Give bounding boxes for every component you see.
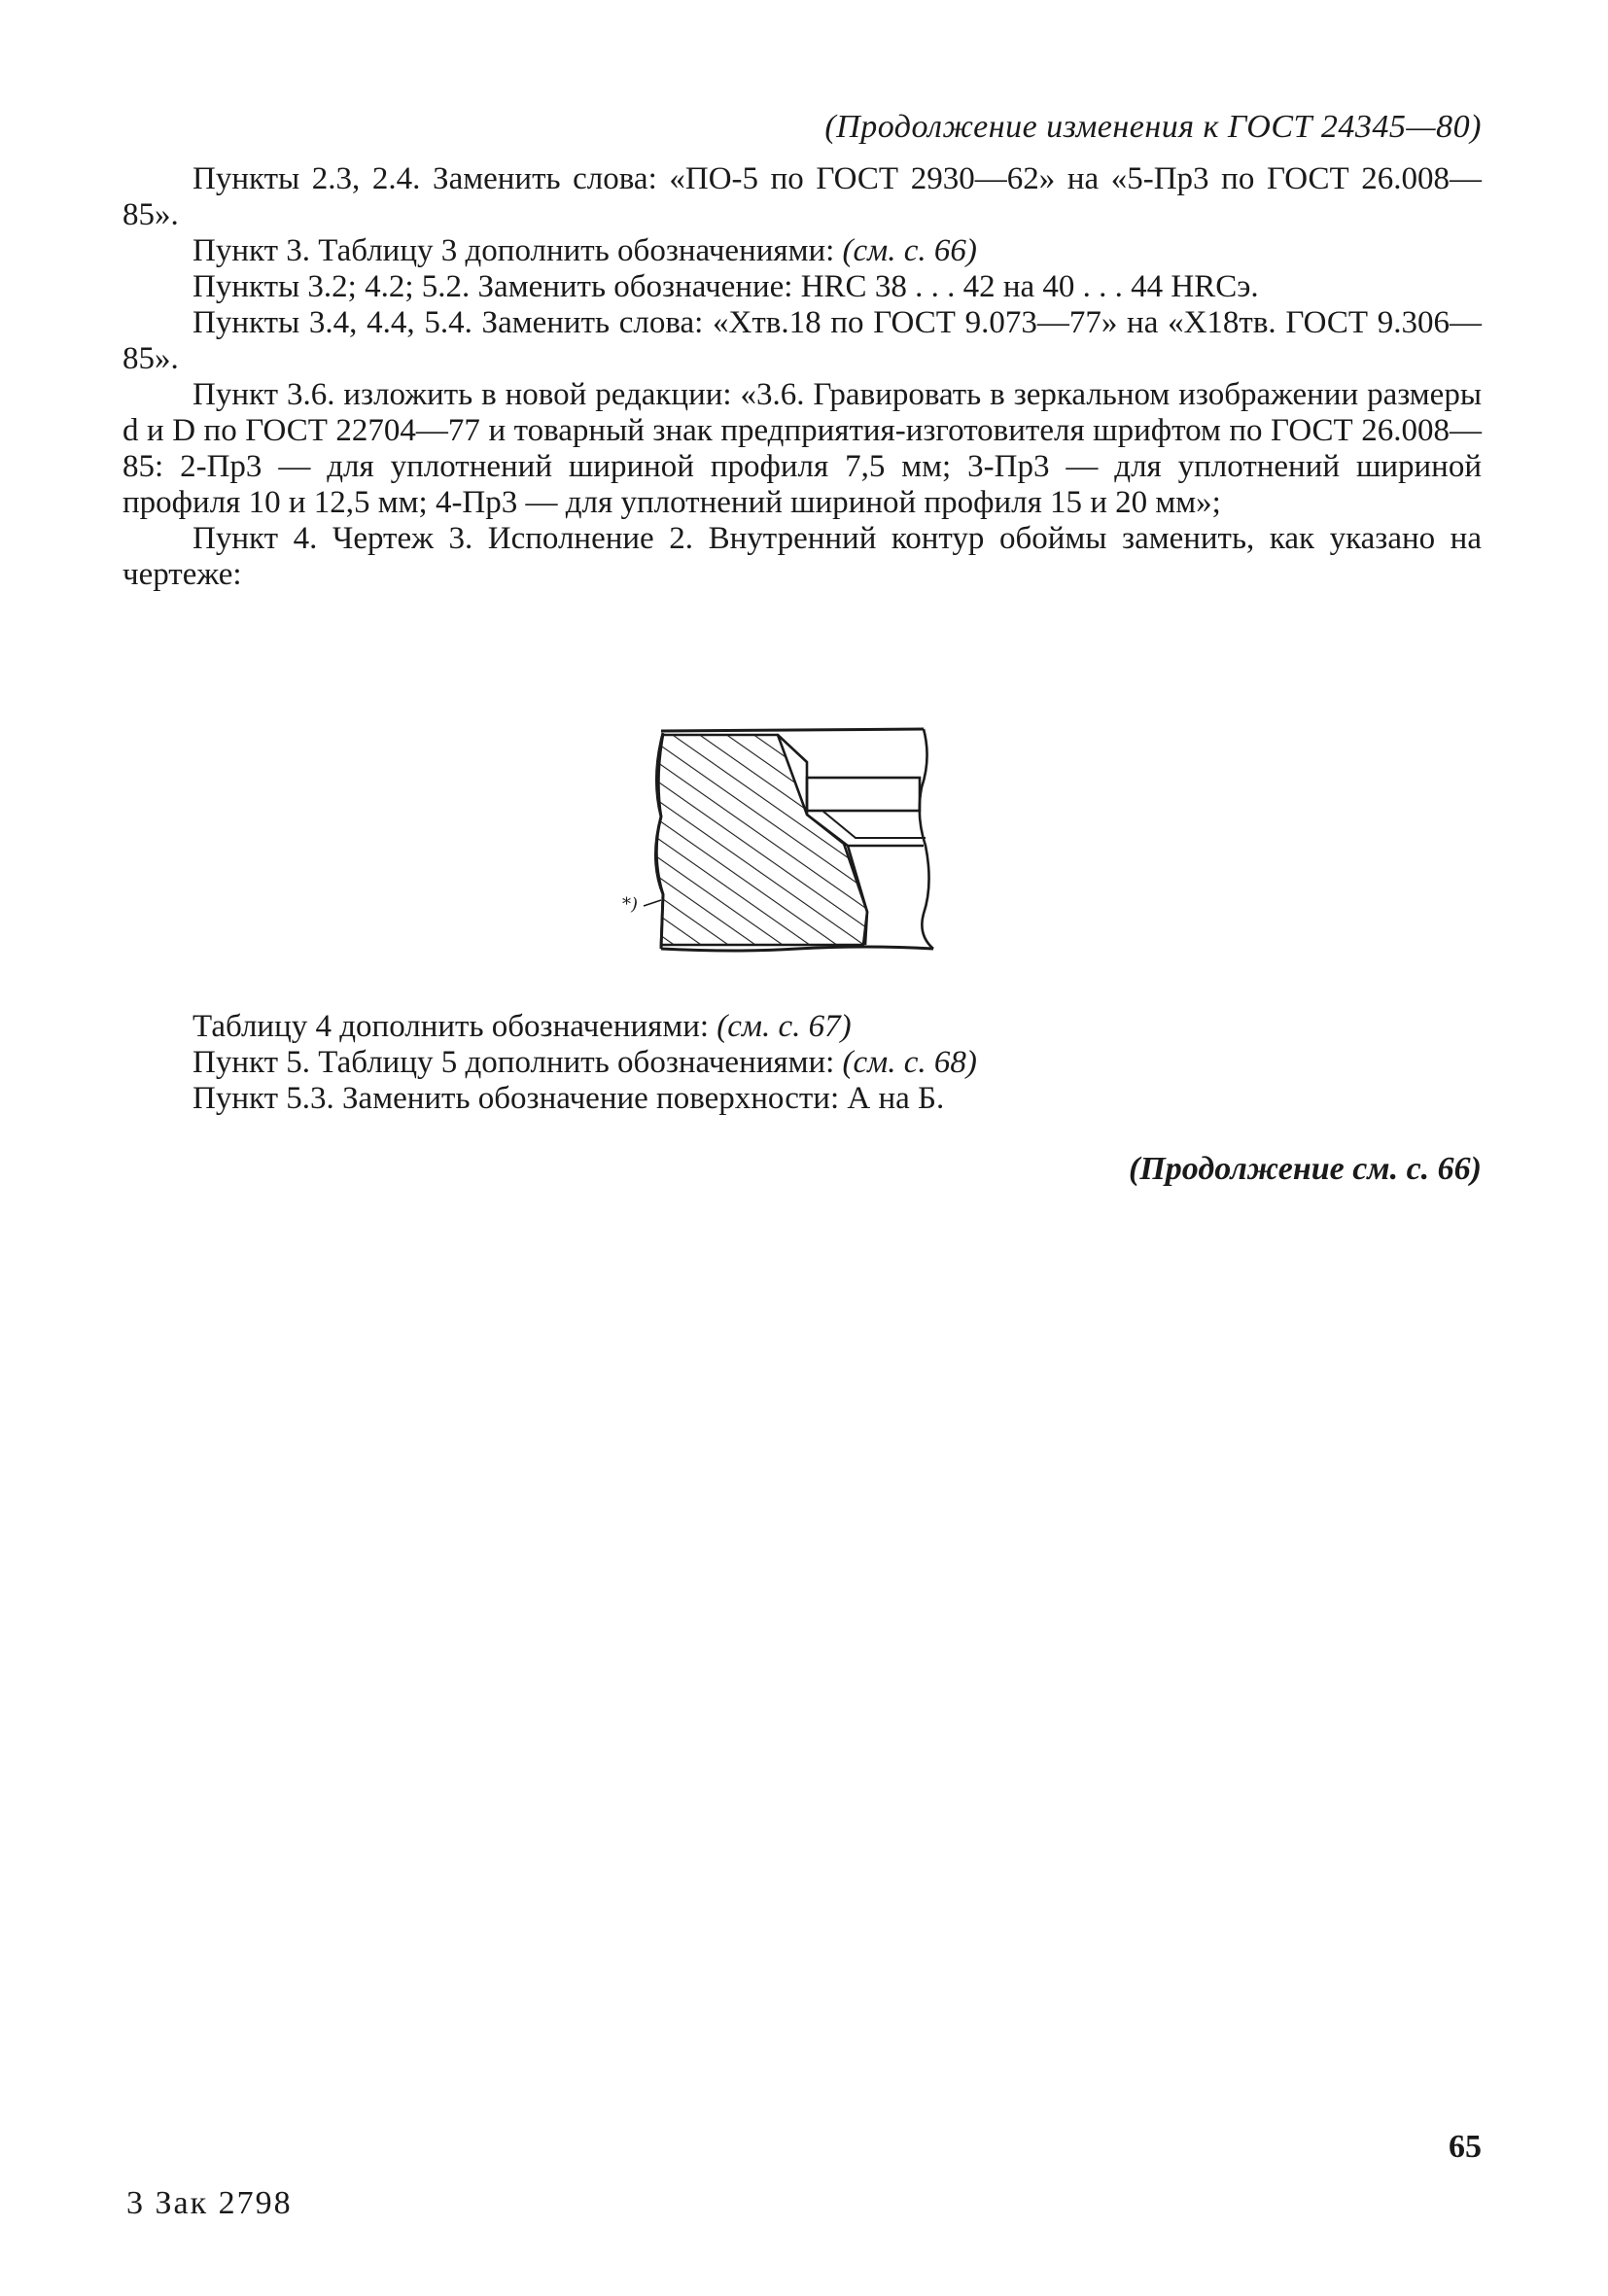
continuation-note: (Продолжение см. с. 66) [1129, 1151, 1482, 1187]
paragraph-3-6 [122, 377, 1482, 521]
paragraph-3-2 [122, 269, 1482, 305]
drawing-label: *) [622, 894, 639, 915]
paragraph-5-3-text: Пункт 5.3. Заменить обозначение поверхности: А на Б. [192, 1081, 945, 1116]
paragraph-5-3 [122, 1081, 1482, 1117]
paragraph-3-2-text: Пункты 3.2; 4.2; 5.2. Заменить обозначение: HRC 38 . . . 42 на 40 . . . 44 HRCэ. [192, 269, 1259, 304]
paragraph-4 [122, 521, 1482, 593]
order-number: 3 Зак 2798 [126, 2185, 293, 2221]
continuation-header: (Продолжение изменения к ГОСТ 24345—80) [824, 109, 1482, 145]
paragraph-5 [122, 1045, 1482, 1081]
bottom-break [661, 947, 933, 951]
amendment-text [122, 161, 1482, 593]
paragraph-3-4-text: Пункты 3.4, 4.4, 5.4. Заменить слова: «Хтв.18 по ГОСТ 9.073—77» на «Х18тв. ГОСТ 9.306—85». [122, 305, 1482, 376]
paragraph-3 [122, 233, 1482, 269]
top-edge [661, 729, 924, 731]
cage-contour-drawing [622, 719, 943, 962]
paragraph-5-text: Пункт 5. Таблицу 5 дополнить обозначениями: [192, 1045, 843, 1080]
paragraph-3-ref: (см. с. 66) [842, 233, 977, 268]
paragraph-table-4-ref: (см. с. 67) [717, 1009, 852, 1044]
paragraph-3-text: Пункт 3. Таблицу 3 дополнить обозначениями: [192, 233, 843, 268]
paragraph-table-4 [122, 1009, 1482, 1045]
paragraph-2-3 [122, 161, 1482, 233]
paragraph-table-4-text: Таблицу 4 дополнить обозначениями: [192, 1009, 717, 1044]
paragraph-2-3-text: Пункты 2.3, 2.4. Заменить слова: «ПО-5 по ГОСТ 2930—62» на «5-Пр3 по ГОСТ 26.008—85». [122, 161, 1482, 232]
after-drawing-text [122, 1009, 1482, 1117]
hatched-section [656, 735, 867, 945]
paragraph-5-ref: (см. с. 68) [842, 1045, 977, 1080]
paragraph-4-text: Пункт 4. Чертеж 3. Исполнение 2. Внутренний контур обоймы заменить, как указано на чертеже: [122, 521, 1482, 592]
page-number: 65 [1449, 2129, 1482, 2165]
paragraph-3-6-text: Пункт 3.6. изложить в новой редакции: «3.6. Гравировать в зеркальном изображении размеры d и D по ГОСТ 22704—77 и товарный знак предприятия-изготовителя шрифтом по ГОСТ 26.008—85: 2-Пр3 — для уплотнений шириной профиля 7,5 мм; 3-Пр3 — для уплотнений шириной профиля 10 и 12,5 мм; 4-Пр3 — для уплотнений шириной профиля 15 и 20 мм»; [122, 377, 1482, 520]
paragraph-3-4 [122, 305, 1482, 377]
